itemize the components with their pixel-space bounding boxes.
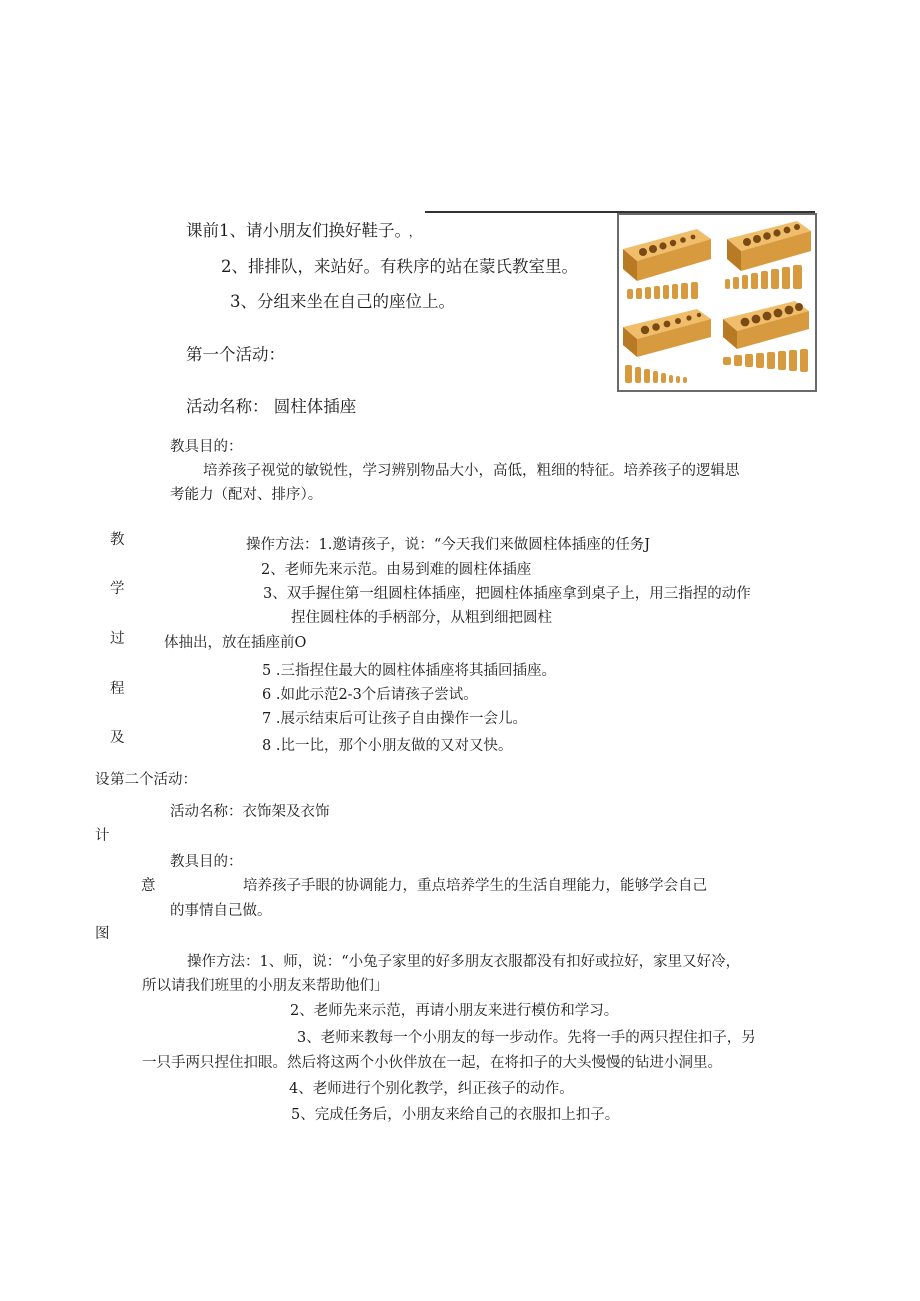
activity2-step-4: 4、老师进行个别化教学，纠正孩子的动作。 <box>289 1081 574 1097</box>
side-label-char-6: 设 <box>95 772 110 788</box>
side-label-char-5: 及 <box>110 730 125 746</box>
intro-line-1-mark: ， <box>408 225 421 239</box>
activity1-purpose-label: 教具目的： <box>170 439 243 455</box>
side-label-char-7: 计 <box>95 828 110 844</box>
activity2-purpose-line-1: 培养孩子手眼的协调能力，重点培养学生的生活自理能力，能够学会自己 <box>243 878 707 894</box>
activity1-step-8: 8 .比一比，那个小朋友做的又对又快。 <box>262 738 513 754</box>
activity1-purpose-line-1: 培养孩子视觉的敏锐性，学习辨别物品大小，高低，粗细的特征。培养孩子的逻辑思 <box>203 463 740 479</box>
activity1-step-5: 5 .三指捏住最大的圆柱体插座将其插回插座。 <box>262 663 556 679</box>
activity1-step-3c: 体抽出，放在插座前O <box>164 635 307 651</box>
cylinders-row-4 <box>723 349 808 372</box>
activity1-step-2: 2、老师先来示范。由易到难的圆柱体插座 <box>261 562 532 578</box>
activity1-step-3b: 捏住圆柱体的手柄部分，从粗到细把圆柱 <box>291 610 552 626</box>
side-label-char-1: 教 <box>110 532 125 548</box>
activity2-step-3b: 一只手两只捏住扣眼。然后将这两个小伙伴放在一起，在将扣子的大头慢慢的钻进小洞里。 <box>142 1055 722 1071</box>
activity2-step-2: 2、老师先来示范，再请小朋友来进行模仿和学习。 <box>290 1003 619 1019</box>
activity1-step-6: 6 .如此示范2-3个后请孩子尝试。 <box>262 687 478 703</box>
side-label-char-8: 意 <box>141 878 156 894</box>
side-label-char-3: 过 <box>110 631 125 647</box>
intro-line-3: 3、分组来坐在自己的座位上。 <box>230 292 455 311</box>
activity1-purpose-line-2: 考能力（配对、排序）。 <box>170 487 323 503</box>
cylinders-row-3 <box>625 365 687 383</box>
activity2-method-line-2: 所以请我们班里的小朋友来帮助他们」 <box>142 978 389 994</box>
activity1-method-line-1: 操作方法：1.邀请孩子，说：“今天我们来做圆柱体插座的任务J <box>246 537 651 553</box>
cylinders-row-1 <box>627 282 698 299</box>
activity2-purpose-label: 教具目的： <box>170 854 243 870</box>
activity2-heading: 第二个活动： <box>110 772 197 788</box>
activity1-name: 活动名称： 圆柱体插座 <box>186 397 357 416</box>
side-label-char-2: 学 <box>110 581 125 597</box>
activity1-step-3a: 3、双手握住第一组圆柱体插座，把圆柱体插座拿到桌子上，用三指捏的动作 <box>263 586 751 602</box>
cylinder-blocks-photo <box>617 213 817 392</box>
cylinder-block-2 <box>727 221 811 271</box>
activity2-name: 活动名称：衣饰架及衣饰 <box>170 804 330 820</box>
cylinder-block-4 <box>723 301 809 349</box>
activity2-step-5: 5、完成任务后，小朋友来给自己的衣服扣上扣子。 <box>291 1107 620 1123</box>
activity1-heading: 第一个活动： <box>186 345 285 364</box>
cylinder-block-1 <box>623 229 711 281</box>
intro-line-1 <box>186 223 421 240</box>
side-label-char-9: 图 <box>95 926 110 942</box>
side-label-char-4: 程 <box>110 681 125 697</box>
cylinder-blocks-illustration <box>619 215 815 390</box>
activity2-method-line-1: 操作方法：1、师，说：“小兔子家里的好多朋友衣服都没有扣好或拉好，家里又好冷， <box>187 954 741 970</box>
activity2-purpose-line-2: 的事情自己做。 <box>170 903 272 919</box>
cylinders-row-2 <box>725 265 802 289</box>
intro-line-2: 2、排排队，来站好。有秩序的站在蒙氏教室里。 <box>221 257 578 276</box>
intro-line-1-text: 课前1、请小朋友们换好鞋子。 <box>186 221 403 240</box>
activity2-step-3a: 3、老师来教每一个小朋友的每一步动作。先将一手的两只捏住扣子，另 <box>297 1030 756 1046</box>
cylinder-block-3 <box>623 309 711 357</box>
activity1-step-7: 7 .展示结束后可让孩子自由操作一会儿。 <box>262 711 527 727</box>
